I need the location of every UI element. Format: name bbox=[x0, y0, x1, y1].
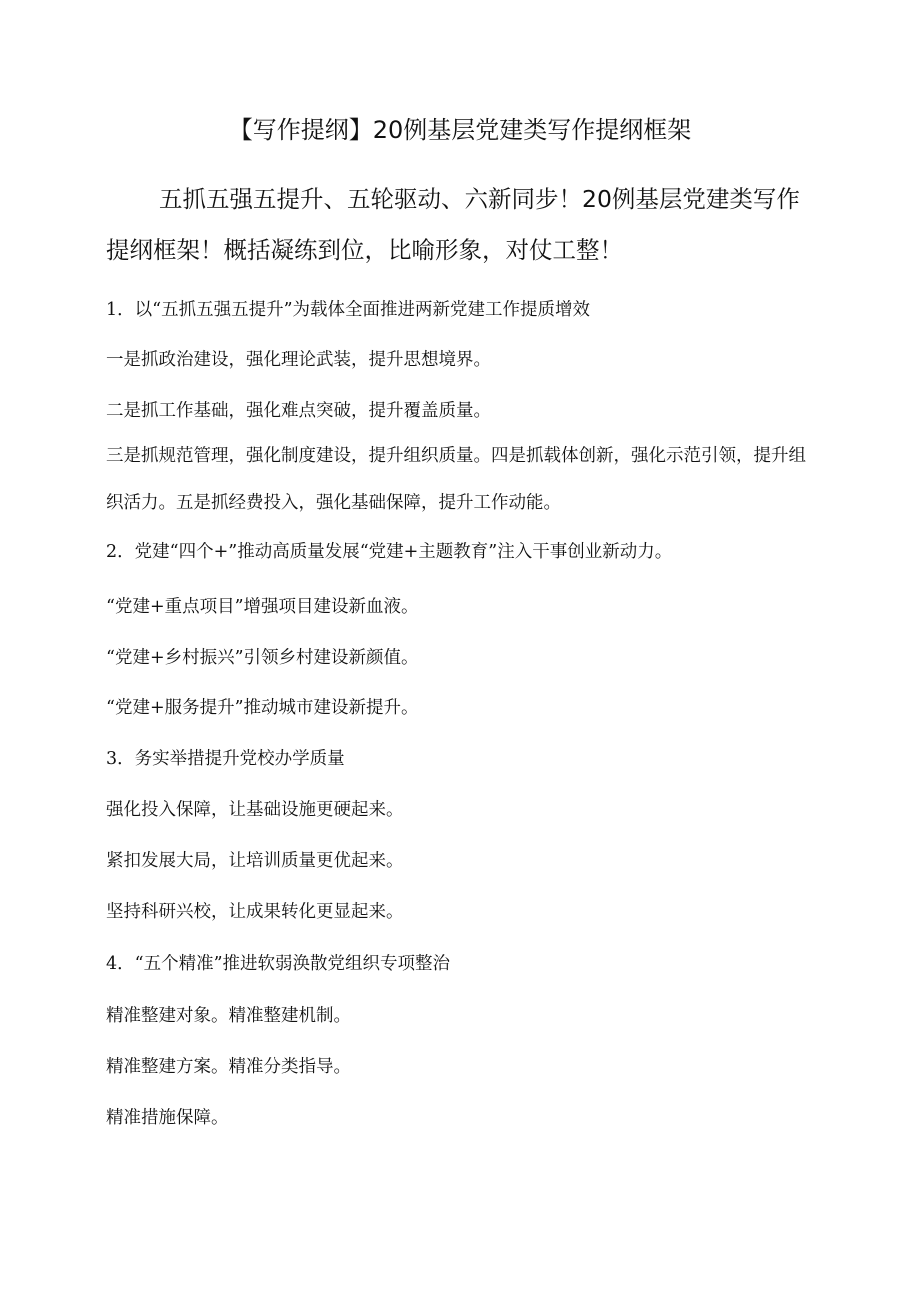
paragraph-line: 精准措施保障。 bbox=[106, 1108, 229, 1128]
paragraph-wrapped: 三是抓规范管理，强化制度建设，提升组织质量。四是抓载体创新，强化示范引领，提升组织活力。五是抓经费投入，强化基础保障，提升工作动能。 bbox=[106, 446, 806, 513]
paragraph-line: 精准整建方案。精准分类指导。 bbox=[106, 1057, 351, 1077]
document-title: 【写作提纲】20例基层党建类写作提纲框架 bbox=[228, 116, 692, 144]
paragraph-line: 精准整建对象。精准整建机制。 bbox=[106, 1006, 351, 1026]
paragraph-line: 紧扣发展大局，让培训质量更优起来。 bbox=[106, 851, 404, 871]
paragraph-line: 二是抓工作基础，强化难点突破，提升覆盖质量。 bbox=[106, 401, 491, 421]
paragraph-line: 坚持科研兴校，让成果转化更显起来。 bbox=[106, 902, 404, 922]
heading-item-2: 2．党建“四个+”推动高质量发展“党建+主题教育”注入干事创业新动力。 bbox=[106, 542, 673, 562]
paragraph-line: “党建+乡村振兴”引领乡村建设新颜值。 bbox=[106, 648, 419, 668]
heading-item-4: 4．“五个精准”推进软弱涣散党组织专项整治 bbox=[106, 954, 451, 974]
heading-item-1: 1．以“五抓五强五提升”为载体全面推进两新党建工作提质增效 bbox=[106, 300, 591, 320]
heading-item-3: 3．务实举措提升党校办学质量 bbox=[106, 749, 345, 769]
document-subtitle: 五抓五强五提升、五轮驱动、六新同步！20例基层党建类写作提纲框架！概括凝练到位，比喻形象，对仗工整！ bbox=[106, 185, 800, 264]
paragraph-line: “党建+服务提升”推动城市建设新提升。 bbox=[106, 698, 419, 718]
paragraph-line: “党建+重点项目”增强项目建设新血液。 bbox=[106, 597, 419, 617]
paragraph-line: 强化投入保障，让基础设施更硬起来。 bbox=[106, 800, 404, 820]
paragraph-line: 一是抓政治建设，强化理论武装，提升思想境界。 bbox=[106, 350, 491, 370]
